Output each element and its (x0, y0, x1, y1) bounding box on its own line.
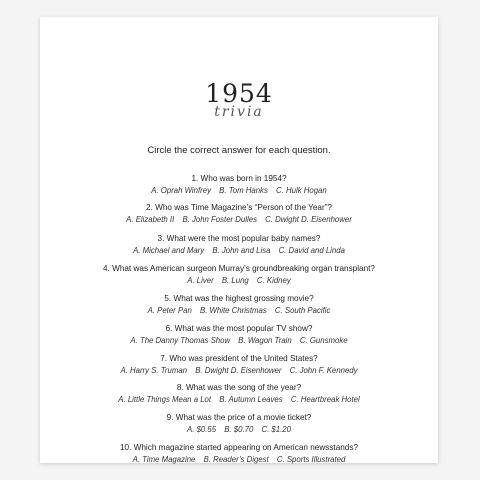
answer-options (40, 275, 438, 287)
answer-a[interactable]: A. Harry S. Truman (120, 366, 188, 375)
title-year: 1954 (205, 79, 273, 108)
question-text: 10. Which magazine started appearing on American newsstands? (119, 443, 359, 452)
question-6 (40, 323, 438, 347)
title-subtitle: trivia (214, 104, 264, 120)
answer-b[interactable]: B. Wagon Train (238, 336, 292, 345)
question-4 (40, 263, 438, 287)
answer-b[interactable]: B. Lung (221, 276, 249, 285)
answer-c[interactable]: C. $1.20 (261, 425, 291, 434)
answer-b[interactable]: B. $0.70 (224, 425, 254, 434)
answer-a[interactable]: A. Michael and Mary (133, 246, 205, 255)
question-5 (40, 293, 438, 317)
answer-c[interactable]: C. Sports Illustrated (276, 455, 346, 464)
answer-a[interactable]: A. Time Magazine (132, 455, 196, 464)
question-text: 6. What was the most popular TV show? (165, 324, 313, 333)
answer-a[interactable]: A. Peter Pan (147, 306, 192, 315)
answer-options (40, 185, 438, 197)
answer-options (40, 335, 438, 347)
question-text: 2. Who was Time Magazine’s “Person of the Year”? (146, 203, 332, 212)
instruction-text: Circle the correct answer for each question. (147, 145, 331, 156)
question-2 (40, 202, 438, 226)
answer-options (40, 214, 438, 226)
question-text: 8. What was the song of the year? (176, 383, 302, 392)
answer-a[interactable]: A. The Danny Thomas Show (130, 336, 231, 345)
answer-c[interactable]: C. South Pacific (274, 306, 331, 315)
answer-options (40, 305, 438, 317)
answer-b[interactable]: B. White Christmas (200, 306, 267, 315)
answer-a[interactable]: A. Little Things Mean a Lot (118, 395, 212, 404)
question-text: 1. Who was born in 1954? (191, 174, 287, 183)
question-text: 5. What was the highest grossing movie? (164, 294, 314, 303)
answer-c[interactable]: C. Dwight D. Eisenhower (265, 215, 352, 224)
answer-b[interactable]: B. John Foster Dulles (182, 215, 257, 224)
question-7 (40, 353, 438, 377)
answer-b[interactable]: B. Tom Hanks (219, 186, 268, 195)
answer-a[interactable]: A. Oprah Winfrey (151, 186, 211, 195)
question-text: 3. What were the most popular baby names? (157, 234, 321, 243)
answer-c[interactable]: C. Hulk Hogan (276, 186, 327, 195)
question-text: 4. What was American surgeon Murray’s groundbreaking organ transplant? (102, 264, 375, 273)
answer-options (40, 454, 438, 466)
answer-options (40, 365, 438, 377)
answer-c[interactable]: C. Heartbreak Hotel (290, 395, 360, 404)
answer-c[interactable]: C. David and Linda (278, 246, 345, 255)
answer-c[interactable]: C. Kidney (256, 276, 291, 285)
answer-options (40, 424, 438, 436)
question-1 (40, 173, 438, 197)
question-10 (40, 442, 438, 466)
question-text: 9. What was the price of a movie ticket? (166, 413, 312, 422)
question-3 (40, 233, 438, 257)
answer-b[interactable]: B. Reader’s Digest (203, 455, 269, 464)
answer-c[interactable]: C. Gunsmoke (299, 336, 348, 345)
answer-b[interactable]: B. Dwight D. Eisenhower (195, 366, 282, 375)
answer-options (40, 245, 438, 257)
answer-a[interactable]: A. Elizabeth II (126, 215, 175, 224)
answer-b[interactable]: B. John and Lisa (212, 246, 271, 255)
question-text: 7. Who was president of the United States? (160, 354, 318, 363)
answer-c[interactable]: C. John F. Kennedy (289, 366, 358, 375)
answer-a[interactable]: A. Liver (187, 276, 214, 285)
answer-a[interactable]: A. $0.55 (187, 425, 217, 434)
trivia-sheet (40, 17, 438, 463)
question-9 (40, 412, 438, 436)
question-8 (40, 382, 438, 406)
answer-options (40, 394, 438, 406)
answer-b[interactable]: B. Autumn Leaves (219, 395, 283, 404)
